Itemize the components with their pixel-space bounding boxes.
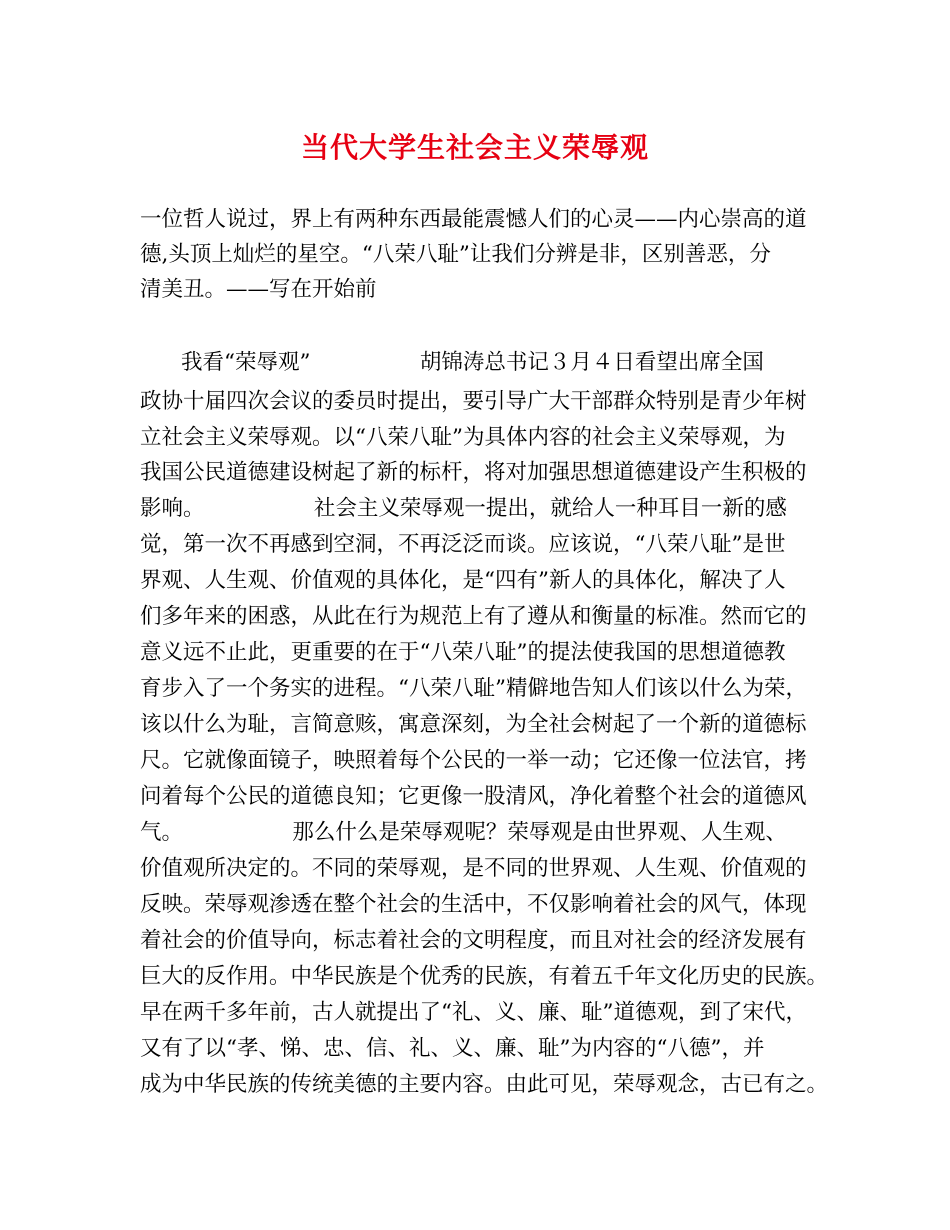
text-line: 德,头顶上灿烂的星空。“八荣八耻”让我们分辨是非，区别善恶，分 xyxy=(140,242,771,267)
document-title: 当代大学生社会主义荣辱观 xyxy=(300,131,649,164)
text-line: 气。 那么什么是荣辱观呢？荣辱观是由世界观、人生观、 xyxy=(140,820,787,845)
text-line: 该以什么为耻，言简意赅，寓意深刻，为全社会树起了一个新的道德标 xyxy=(140,712,807,737)
text-line: 一位哲人说过，界上有两种东西最能震憾人们的心灵——内心崇高的道 xyxy=(140,207,807,232)
text-line: 育步入了一个务实的进程。“八荣八耻”精僻地告知人们该以什么为荣， xyxy=(140,676,807,701)
text-line: 们多年来的困惑，从此在行为规范上有了遵从和衡量的标准。然而它的 xyxy=(140,604,807,629)
text-line: 界观、人生观、价值观的具体化，是“四有”新人的具体化，解决了人 xyxy=(140,568,786,593)
text-line: 着社会的价值导向，标志着社会的文明程度，而且对社会的经济发展有 xyxy=(140,928,807,953)
text-line: 我看“荣辱观” 胡锦涛总书记３月４日看望出席全国 xyxy=(140,350,764,375)
text-line: 意义远不止此，更重要的在于“八荣八耻”的提法使我国的思想道德教 xyxy=(140,640,786,665)
text-line: 清美丑。——写在开始前 xyxy=(140,277,377,302)
text-line: 反映。荣辱观渗透在整个社会的生活中，不仅影响着社会的风气，体现 xyxy=(140,892,807,917)
text-line: 又有了以“孝、悌、忠、信、礼、义、廉、耻”为内容的“八德”，并 xyxy=(140,1036,765,1061)
text-line: 成为中华民族的传统美德的主要内容。由此可见，荣辱观念，古已有之。 xyxy=(140,1072,829,1097)
text-line: 觉，第一次不再感到空洞，不再泛泛而谈。应该说，“八荣八耻”是世 xyxy=(140,532,786,557)
text-line: 我国公民道德建设树起了新的标杆，将对加强思想道德建设产生积极的 xyxy=(140,460,807,485)
text-line: 价值观所决定的。不同的荣辱观，是不同的世界观、人生观、价值观的 xyxy=(140,856,807,881)
text-line: 影响。 社会主义荣辱观一提出，就给人一种耳目一新的感 xyxy=(140,496,787,521)
text-line: 尺。它就像面镜子，映照着每个公民的一举一动；它还像一位法官，拷 xyxy=(140,748,807,773)
text-line: 政协十届四次会议的委员时提出，要引导广大干部群众特别是青少年树 xyxy=(140,389,807,414)
text-line: 早在两千多年前，古人就提出了“礼、义、廉、耻”道德观，到了宋代， xyxy=(140,1000,807,1025)
text-line: 问着每个公民的道德良知；它更像一股清风，净化着整个社会的道德风 xyxy=(140,784,807,809)
text-line: 立社会主义荣辱观。以“八荣八耻”为具体内容的社会主义荣辱观，为 xyxy=(140,425,786,450)
text-line: 巨大的反作用。中华民族是个优秀的民族，有着五千年文化历史的民族。 xyxy=(140,964,829,989)
